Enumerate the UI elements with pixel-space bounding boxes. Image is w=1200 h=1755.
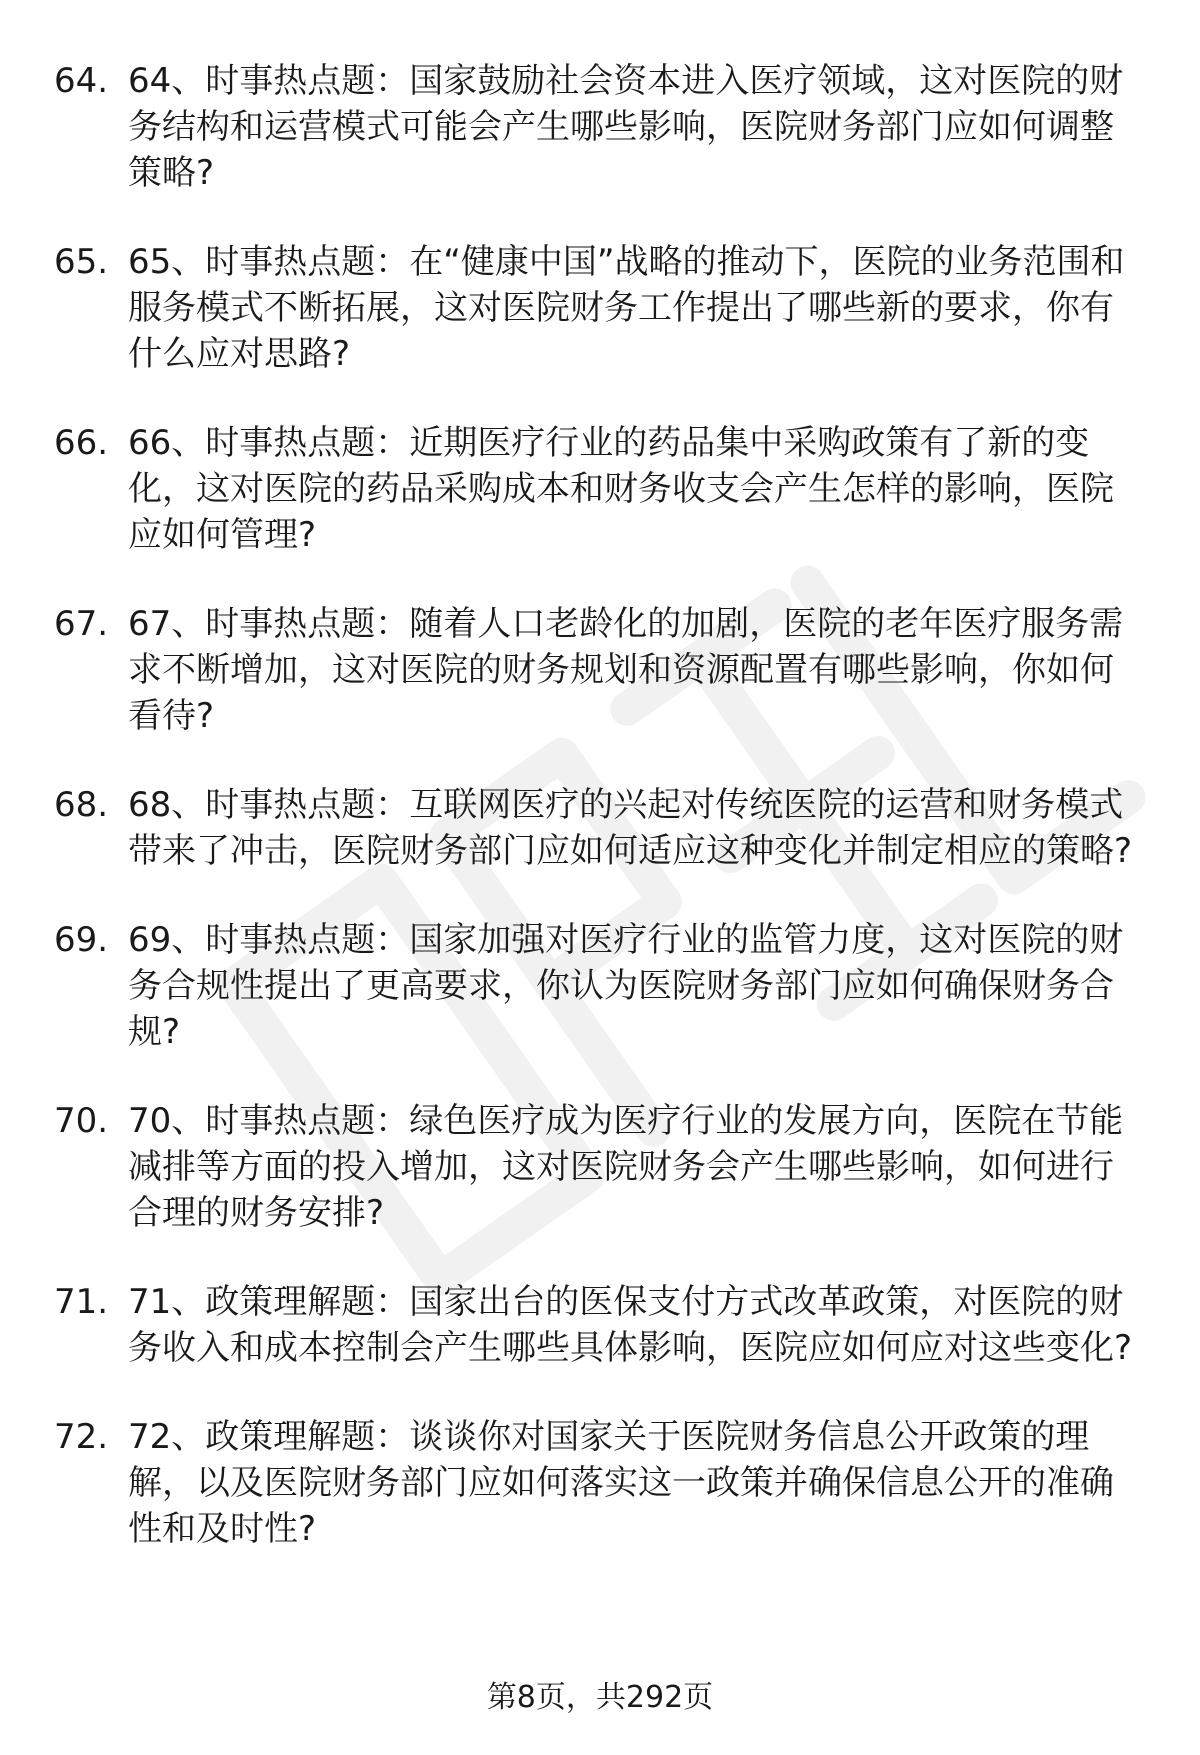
question-number: 66.: [54, 423, 109, 463]
question-text: 67、时事热点题：随着人口老龄化的加剧，医院的老年医疗服务需求不断增加，这对医院的财务规划和资源配置有哪些影响，你如何看待?: [128, 604, 1124, 736]
question-item: [0, 917, 1200, 1055]
question-number: 69.: [54, 920, 109, 960]
question-item: [0, 782, 1200, 874]
question-item: [0, 601, 1200, 739]
question-item: [0, 420, 1200, 558]
question-item: [0, 239, 1200, 377]
question-item: [0, 58, 1200, 196]
question-number: 71.: [54, 1282, 109, 1322]
question-number: 68.: [54, 785, 109, 825]
question-text: 72、政策理解题：谈谈你对国家关于医院财务信息公开政策的理解，以及医院财务部门应如何落实这一政策并确保信息公开的准确性和及时性?: [128, 1417, 1114, 1549]
question-list: [0, 58, 1200, 1595]
question-text: 70、时事热点题：绿色医疗成为医疗行业的发展方向，医院在节能减排等方面的投入增加，这对医院财务会产生哪些影响，如何进行合理的财务安排?: [128, 1101, 1124, 1233]
page-footer: 第8页，共292页: [486, 1680, 714, 1715]
question-text: 66、时事热点题：近期医疗行业的药品集中采购政策有了新的变化，这对医院的药品采购成本和财务收支会产生怎样的影响，医院应如何管理?: [128, 423, 1114, 555]
question-item: [0, 1098, 1200, 1236]
question-number: 67.: [54, 604, 109, 644]
question-number: 72.: [54, 1417, 109, 1457]
question-number: 64.: [54, 61, 109, 101]
question-text: 65、时事热点题：在“健康中国”战略的推动下，医院的业务范围和服务模式不断拓展，这对医院财务工作提出了哪些新的要求，你有什么应对思路?: [128, 242, 1125, 374]
question-text: 69、时事热点题：国家加强对医疗行业的监管力度，这对医院的财务合规性提出了更高要求，你认为医院财务部门应如何确保财务合规?: [128, 920, 1124, 1052]
question-number: 65.: [54, 242, 109, 282]
question-text: 64、时事热点题：国家鼓励社会资本进入医疗领域，这对医院的财务结构和运营模式可能会产生哪些影响，医院财务部门应如何调整策略?: [128, 61, 1124, 193]
question-number: 70.: [54, 1101, 109, 1141]
question-text: 68、时事热点题：互联网医疗的兴起对传统医院的运营和财务模式带来了冲击，医院财务部门应如何适应这种变化并制定相应的策略?: [128, 785, 1133, 871]
question-text: 71、政策理解题：国家出台的医保支付方式改革政策，对医院的财务收入和成本控制会产生哪些具体影响，医院应如何应对这些变化?: [128, 1282, 1133, 1368]
question-item: [0, 1414, 1200, 1552]
question-item: [0, 1279, 1200, 1371]
